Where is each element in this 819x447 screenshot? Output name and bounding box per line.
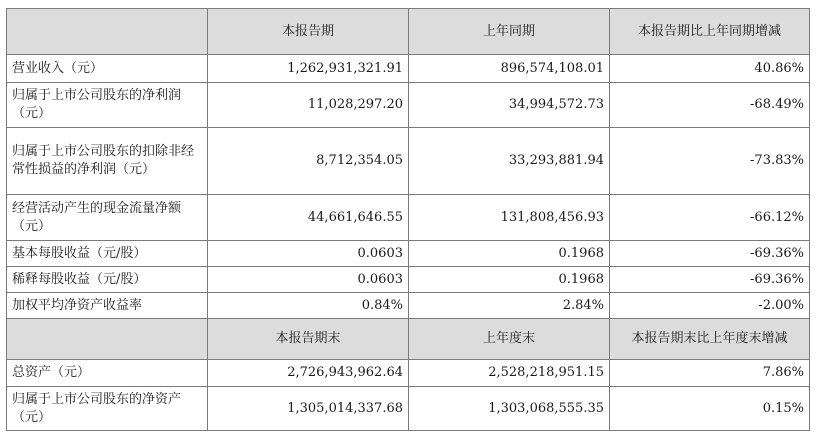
row-label: 归属于上市公司股东的扣除非经常性损益的净利润（元）	[7, 128, 208, 195]
change-value: 7.86%	[610, 360, 810, 387]
row-label: 归属于上市公司股东的净利润（元）	[7, 83, 208, 128]
table-row	[7, 293, 810, 319]
row-label: 总资产（元）	[7, 360, 208, 387]
change-value: -2.00%	[610, 293, 810, 319]
row-label: 归属于上市公司股东的净资产（元）	[7, 387, 208, 431]
current-value: 11,028,297.20	[208, 83, 409, 128]
prior-value: 1,303,068,555.35	[409, 387, 610, 431]
table-row	[7, 195, 810, 241]
current-value: 0.0603	[208, 241, 409, 267]
change-value: -69.36%	[610, 241, 810, 267]
row-label: 基本每股收益（元/股）	[7, 241, 208, 267]
prior-value: 0.1968	[409, 241, 610, 267]
header-change: 本报告期末比上年度末增减	[610, 319, 810, 360]
table-row	[7, 267, 810, 293]
current-value: 1,262,931,321.91	[208, 55, 409, 83]
table-row	[7, 241, 810, 267]
row-label: 经营活动产生的现金流量净额（元）	[7, 195, 208, 241]
header-prior-period: 上年同期	[409, 9, 610, 55]
row-label: 加权平均净资产收益率	[7, 293, 208, 319]
row-label: 稀释每股收益（元/股）	[7, 267, 208, 293]
current-value: 8,712,354.05	[208, 128, 409, 195]
prior-value: 2,528,218,951.15	[409, 360, 610, 387]
prior-value: 33,293,881.94	[409, 128, 610, 195]
table-header-row	[7, 319, 810, 360]
current-value: 44,661,646.55	[208, 195, 409, 241]
prior-value: 131,808,456.93	[409, 195, 610, 241]
change-value: -69.36%	[610, 267, 810, 293]
change-value: 0.15%	[610, 387, 810, 431]
prior-value: 34,994,572.73	[409, 83, 610, 128]
table-row	[7, 83, 810, 128]
prior-value: 2.84%	[409, 293, 610, 319]
header-period-end: 本报告期末	[208, 319, 409, 360]
row-label: 营业收入（元）	[7, 55, 208, 83]
table-row	[7, 55, 810, 83]
current-value: 0.84%	[208, 293, 409, 319]
table-row	[7, 360, 810, 387]
change-value: -68.49%	[610, 83, 810, 128]
table-row	[7, 128, 810, 195]
current-value: 0.0603	[208, 267, 409, 293]
current-value: 1,305,014,337.68	[208, 387, 409, 431]
header-change: 本报告期比上年同期增减	[610, 9, 810, 55]
financial-summary-table	[6, 8, 810, 431]
header-blank-cell	[7, 319, 208, 360]
change-value: -66.12%	[610, 195, 810, 241]
prior-value: 896,574,108.01	[409, 55, 610, 83]
prior-value: 0.1968	[409, 267, 610, 293]
change-value: 40.86%	[610, 55, 810, 83]
header-current-period: 本报告期	[208, 9, 409, 55]
table-row	[7, 387, 810, 431]
header-blank-cell	[7, 9, 208, 55]
change-value: -73.83%	[610, 128, 810, 195]
header-prior-year-end: 上年度末	[409, 319, 610, 360]
current-value: 2,726,943,962.64	[208, 360, 409, 387]
table-header-row	[7, 9, 810, 55]
